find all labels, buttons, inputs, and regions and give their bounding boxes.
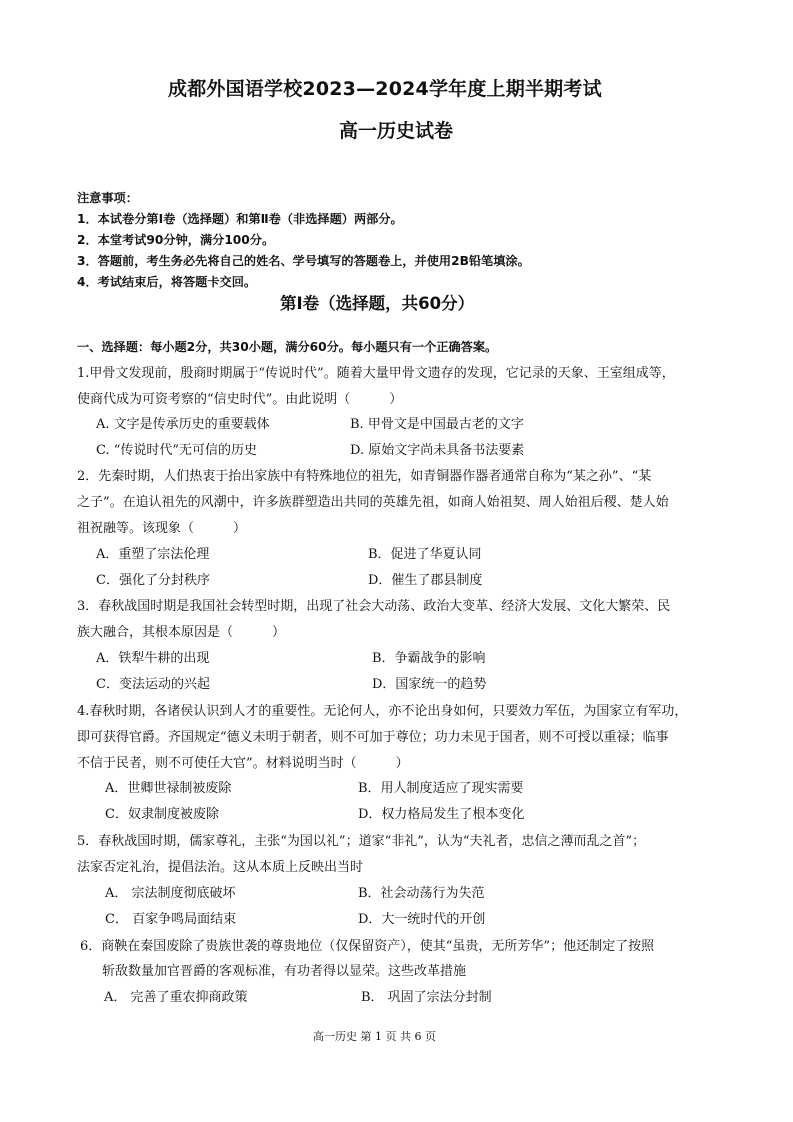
note-item: 1．本试卷分第Ⅰ卷（选择题）和第Ⅱ卷（非选择题）两部分。 <box>77 212 403 226</box>
question-text: 3．春秋战国时期是我国社会转型时期，出现了社会大动荡、政治大变革、经济大发展、文化大繁荣、民 <box>77 599 671 614</box>
question-text: 不信于民者，则不可使任大官”。材料说明当时（ ） <box>77 756 409 771</box>
option-a[interactable]: A. 文字是传承历史的重要载体 <box>96 417 270 432</box>
question-text: 6．商鞅在秦国废除了贵族世袭的尊贵地位（仅保留资产），使其“虽贵，无所芳华”；他还制定了按照 <box>80 939 655 954</box>
question-text: 之子”。在追认祖先的风潮中，许多族群塑造出共同的英雄先祖，如商人始祖契、周人始祖后稷、楚人始 <box>77 495 669 510</box>
option-b[interactable]: B．用人制度适应了现实需要 <box>358 781 524 796</box>
option-b[interactable]: B. 甲骨文是中国最古老的文字 <box>350 417 524 432</box>
option-b[interactable]: B． 巩固了宗法分封制 <box>361 990 492 1005</box>
option-b[interactable]: B．促进了华夏认同 <box>368 547 482 562</box>
option-a[interactable]: A．世卿世禄制被废除 <box>105 781 232 796</box>
exam-title: 成都外国语学校2023—2024学年度上期半期考试 <box>168 78 602 100</box>
note-item: 2．本堂考试90分钟，满分100分。 <box>77 233 275 247</box>
question-text: 2．先秦时期，人们热衷于抬出家族中有特殊地位的祖先，如青铜器作器者通常自称为“某之孙”、“某 <box>77 469 652 484</box>
option-d[interactable]: D．国家统一的趋势 <box>372 677 487 692</box>
note-item: 3．答题前，考生务必先将自己的姓名、学号填写的答题卷上，并使用2B铅笔填涂。 <box>77 254 530 268</box>
note-item: 4．考试结束后，将答题卡交回。 <box>77 275 257 289</box>
part-heading: 一、选择题：每小题2分，共30小题，满分60分。每小题只有一个正确答案。 <box>77 340 498 354</box>
question-text: 法家否定礼治，提倡法治。这从本质上反映出当时 <box>77 860 364 875</box>
option-c[interactable]: C．奴隶制度被废除 <box>105 807 219 822</box>
option-d[interactable]: D. 原始文字尚未具备书法要素 <box>350 443 525 458</box>
option-d[interactable]: D．催生了郡县制度 <box>368 573 483 588</box>
exam-subtitle: 高一历史试卷 <box>339 120 454 142</box>
section-title: 第Ⅰ卷（选择题，共60分） <box>280 294 475 313</box>
question-text: 4.春秋时期，各诸侯认识到人才的重要性。无论何人，亦不论出身如何，只要效力军伍，为国家立有军功， <box>77 704 688 719</box>
option-b[interactable]: B．争霸战争的影响 <box>372 651 486 666</box>
page-footer: 高一历史 第 1 页 共 6 页 <box>313 1030 436 1043</box>
question-text: 族大融合，其根本原因是（ ） <box>77 625 286 640</box>
option-c[interactable]: C. “传说时代”无可信的历史 <box>96 443 258 458</box>
option-a[interactable]: A． 宗法制度彻底破坏 <box>105 886 236 901</box>
option-d[interactable]: D．大一统时代的开创 <box>358 912 486 927</box>
notes-heading: 注意事项： <box>77 191 138 205</box>
question-text: 5．春秋战国时期，儒家尊礼，主张“为国以礼”；道家“非礼”，认为“夫礼者，忠信之薄而乱之首”； <box>77 834 646 849</box>
option-c[interactable]: C． 百家争鸣局面结束 <box>105 912 237 927</box>
question-text: 即可获得官爵。齐国规定“德义未明于朝者，则不可加于尊位；功力未见于国者，则不可授以重禄；临事 <box>77 730 669 745</box>
question-text: 使商代成为可资考察的“信史时代”。由此说明（ ） <box>77 392 403 407</box>
option-b[interactable]: B．社会动荡行为失范 <box>358 886 485 901</box>
option-a[interactable]: A． 完善了重农抑商政策 <box>104 990 248 1005</box>
option-a[interactable]: A．铁犁牛耕的出现 <box>96 651 210 666</box>
option-a[interactable]: A．重塑了宗法伦理 <box>96 547 210 562</box>
question-text: 1.甲骨文发现前，殷商时期属于“传说时代”。随着大量甲骨文遗存的发现，它记录的天象、王室组成等， <box>77 366 675 381</box>
option-c[interactable]: C．变法运动的兴起 <box>96 677 210 692</box>
option-d[interactable]: D．权力格局发生了根本变化 <box>358 807 525 822</box>
option-c[interactable]: C．强化了分封秩序 <box>96 573 210 588</box>
question-text: 祖祝融等。该现象（ ） <box>77 521 247 536</box>
question-text: 斩敌数量加官晋爵的客观标准，有功者得以显荣。这些改革措施 <box>102 964 467 979</box>
